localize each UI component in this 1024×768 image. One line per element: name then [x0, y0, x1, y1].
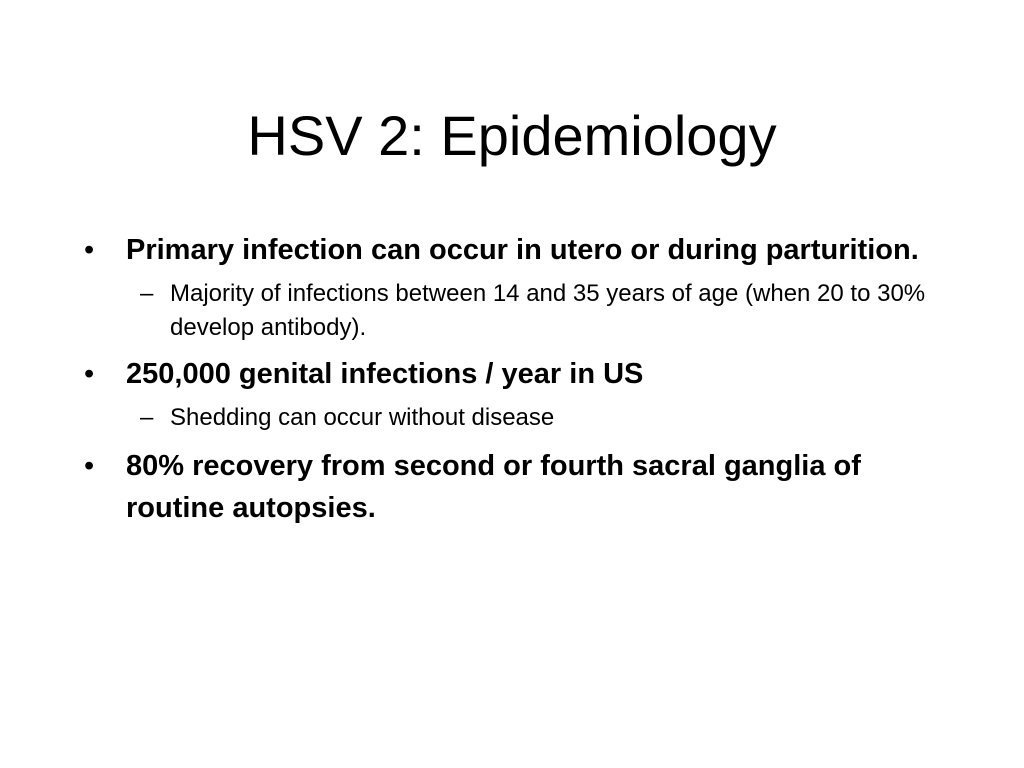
- sub-bullet-majority-infections: [84, 277, 954, 345]
- bullet-text: Primary infection can occur in utero or during parturition.: [126, 234, 919, 266]
- bullet-primary-infection: [84, 229, 954, 271]
- sub-bullet-text: Majority of infections between 14 and 35 years of age (when 20 to 30% develop antibody).: [170, 280, 926, 341]
- bullet-marker: •: [84, 450, 95, 482]
- sub-bullet-shedding: [84, 401, 954, 435]
- bullet-text: 250,000 genital infections / year in US: [126, 358, 644, 390]
- sub-bullet-marker: –: [140, 404, 154, 431]
- bullet-marker: •: [84, 234, 95, 266]
- slide-content: [84, 229, 954, 529]
- bullet-sacral-ganglia: [84, 445, 954, 529]
- slide-title: HSV 2: Epidemiology: [247, 104, 777, 167]
- sub-bullet-text: Shedding can occur without disease: [170, 404, 555, 431]
- bullet-text: 80% recovery from second or fourth sacral ganglia of routine autopsies.: [126, 450, 861, 524]
- bullet-marker: •: [84, 358, 95, 390]
- sub-bullet-marker: –: [140, 280, 154, 307]
- bullet-genital-infections: [84, 353, 954, 395]
